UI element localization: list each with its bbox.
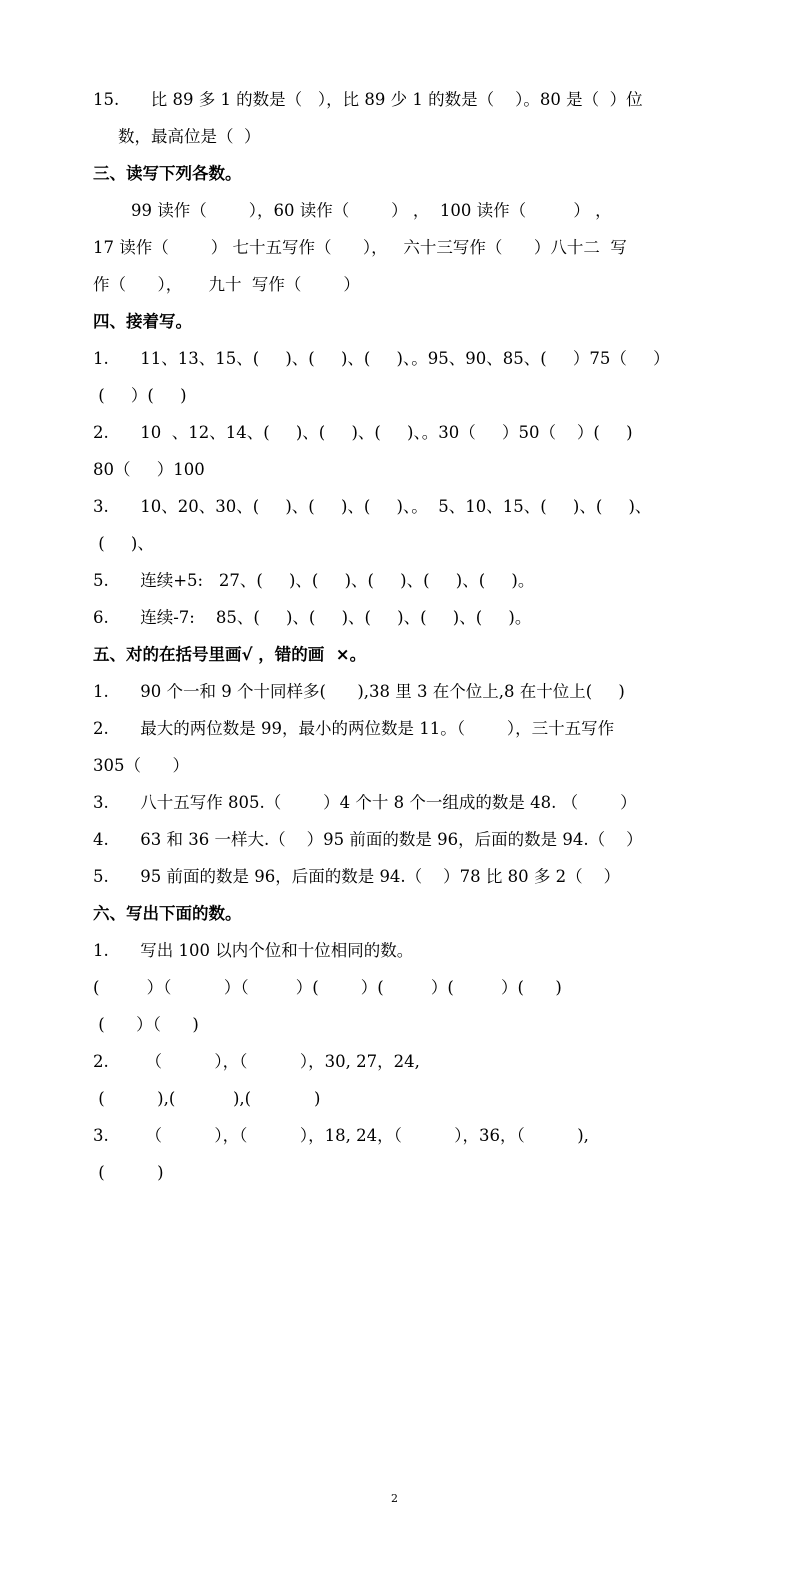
text-line-0: 15. 比 89 多 1 的数是（ ），比 89 少 1 的数是（ ）。80 是（ ）位 xyxy=(93,90,643,109)
text-line-21: 5. 95 前面的数是 96，后面的数是 94.（ ）78 比 80 多 2（ ） xyxy=(93,867,621,886)
text-line-19: 3. 八十五写作 805.（ ）4 个十 8 个一组成的数是 48. （ ） xyxy=(93,793,637,812)
text-line-9: 2. 10 、12、14、( )、( )、( )、。30（ ）50（ ）( ) xyxy=(93,423,633,442)
text-line-3: 99 读作（ ），60 读作（ ） ， 100 读作（ ） ， xyxy=(131,201,612,220)
text-line-28: 3. （ ），（ ），18, 24，（ ），36，（ ), xyxy=(93,1126,589,1145)
text-line-16: 1. 90 个一和 9 个十同样多( ),38 里 3 在个位上,8 在十位上( ) xyxy=(93,682,625,701)
text-line-29: ( ) xyxy=(93,1163,164,1182)
text-line-24: ( ）（ ）（ ）( ）( ）( ）( ) xyxy=(93,978,562,997)
section-heading-5: 五、对的在括号里画√ ，错的画 ×。 xyxy=(93,645,367,664)
text-line-14: 6. 连续-7: 85、( )、( )、( )、( )、( )。 xyxy=(93,608,532,627)
section-heading-6: 六、写出下面的数。 xyxy=(93,904,242,923)
text-line-27: ( ),( ),( ) xyxy=(93,1089,321,1108)
text-line-17: 2. 最大的两位数是 99，最小的两位数是 11。（ ），三十五写作 xyxy=(93,719,615,738)
text-line-11: 3. 10、20、30、( )、( )、( )、。 5、10、15、( )、( )、 xyxy=(93,497,652,516)
text-line-18: 305（ ） xyxy=(93,756,189,775)
section-heading-3: 三、读写下列各数。 xyxy=(93,164,242,183)
text-line-20: 4. 63 和 36 一样大.（ ）95 前面的数是 96，后面的数是 94.（ ） xyxy=(93,830,643,849)
text-line-7: 1. 11、13、15、( )、( )、( )、。95、90、85、( ）75（ ） xyxy=(93,349,670,368)
text-line-26: 2. （ ），（ ），30, 27，24, xyxy=(93,1052,420,1071)
text-line-10: 80（ ）100 xyxy=(93,460,205,479)
text-line-1: 数，最高位是（ ） xyxy=(118,127,261,146)
text-line-25: ( ）（ ) xyxy=(93,1015,199,1034)
section-heading-4: 四、接着写。 xyxy=(93,312,192,331)
text-line-12: ( )、 xyxy=(93,534,154,553)
text-line-5: 作（ ）， 九十 写作（ ） xyxy=(93,275,360,294)
text-line-4: 17 读作（ ） 七十五写作（ ）， 六十三写作（ ）八十二 写 xyxy=(93,238,627,257)
text-line-8: ( ）( ) xyxy=(93,386,187,405)
text-line-13: 5. 连续+5: 27、( )、( )、( )、( )、( )。 xyxy=(93,571,535,590)
text-line-23: 1. 写出 100 以内个位和十位相同的数。 xyxy=(93,941,414,960)
page-number: 2 xyxy=(391,1492,398,1505)
